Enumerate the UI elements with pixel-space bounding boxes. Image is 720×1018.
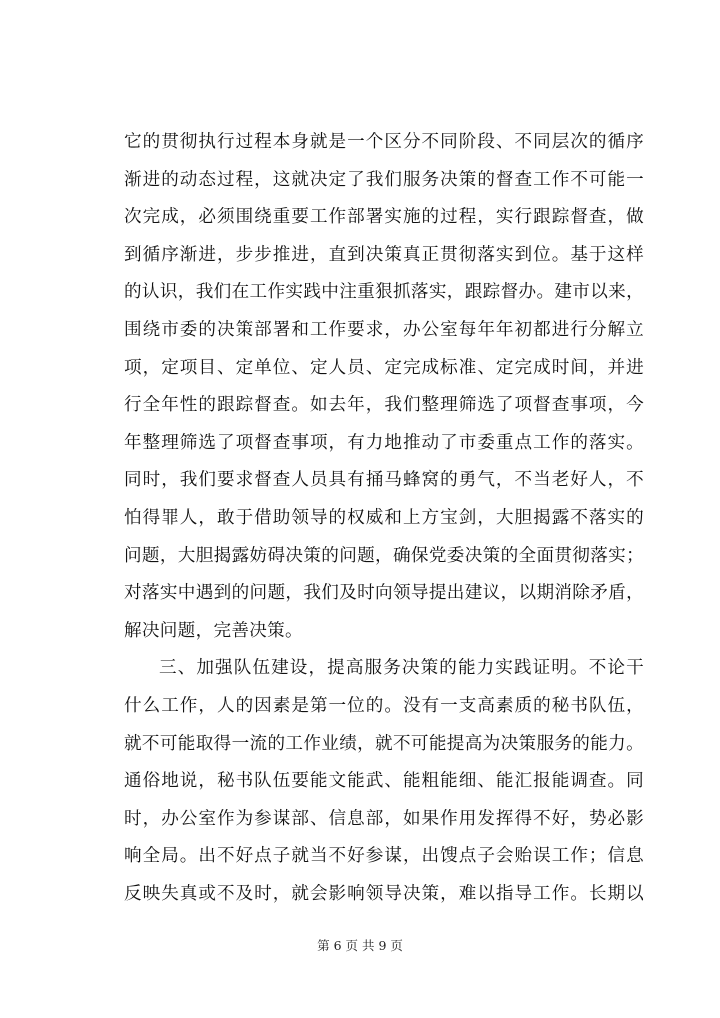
text-line: 年整理筛选了项督查事项，有力地推动了市委重点工作的落实。 — [124, 432, 644, 453]
text-line: 对落实中遇到的问题，我们及时向领导提出建议，以期消除矛盾， — [124, 583, 644, 604]
document-body — [124, 124, 644, 913]
text-line: 响全局。出不好点子就当不好参谋，出馊点子会贻误工作；信息 — [124, 846, 644, 867]
text-line: 解决问题，完善决策。 — [124, 620, 303, 641]
text-line: 问题，大胆揭露妨碍决策的问题，确保党委决策的全面贯彻落实； — [124, 545, 644, 566]
text-line: 渐进的动态过程，这就决定了我们服务决策的督查工作不可能一 — [124, 169, 644, 190]
text-line: 同时，我们要求督查人员具有捅马蜂窝的勇气，不当老好人，不 — [124, 470, 644, 491]
text-line: 的认识，我们在工作实践中注重狠抓落实，跟踪督办。建市以来， — [124, 282, 644, 303]
section-heading-line: 三、加强队伍建设，提高服务决策的能力实践证明。不论干 — [159, 658, 644, 679]
text-line: 它的贯彻执行过程本身就是一个区分不同阶段、不同层次的循序 — [124, 132, 644, 152]
text-line: 怕得罪人，敢于借助领导的权威和上方宝剑，大胆揭露不落实的 — [124, 507, 644, 528]
page-number-footer: 第 6 页 共 9 页 — [317, 938, 403, 953]
text-line: 什么工作，人的因素是第一位的。没有一支高素质的秘书队伍， — [124, 695, 644, 716]
text-line: 行全年性的跟踪督查。如去年，我们整理筛选了项督查事项，今 — [124, 395, 644, 416]
text-line: 围绕市委的决策部署和工作要求，办公室每年年初都进行分解立 — [124, 319, 644, 340]
text-line: 就不可能取得一流的工作业绩，就不可能提高为决策服务的能力。 — [124, 733, 644, 754]
text-line: 时，办公室作为参谋部、信息部，如果作用发挥得不好，势必影 — [124, 808, 644, 829]
text-line: 通俗地说，秘书队伍要能文能武、能粗能细、能汇报能调查。同 — [124, 771, 644, 792]
text-line: 到循序渐进，步步推进，直到决策真正贯彻落实到位。基于这样 — [124, 244, 644, 265]
text-line: 次完成，必须围绕重要工作部署实施的过程，实行跟踪督查，做 — [124, 207, 644, 228]
text-line: 项，定项目、定单位、定人员、定完成标准、定完成时间，并进 — [124, 357, 644, 378]
text-line: 反映失真或不及时，就会影响领导决策，难以指导工作。长期以 — [124, 883, 644, 904]
